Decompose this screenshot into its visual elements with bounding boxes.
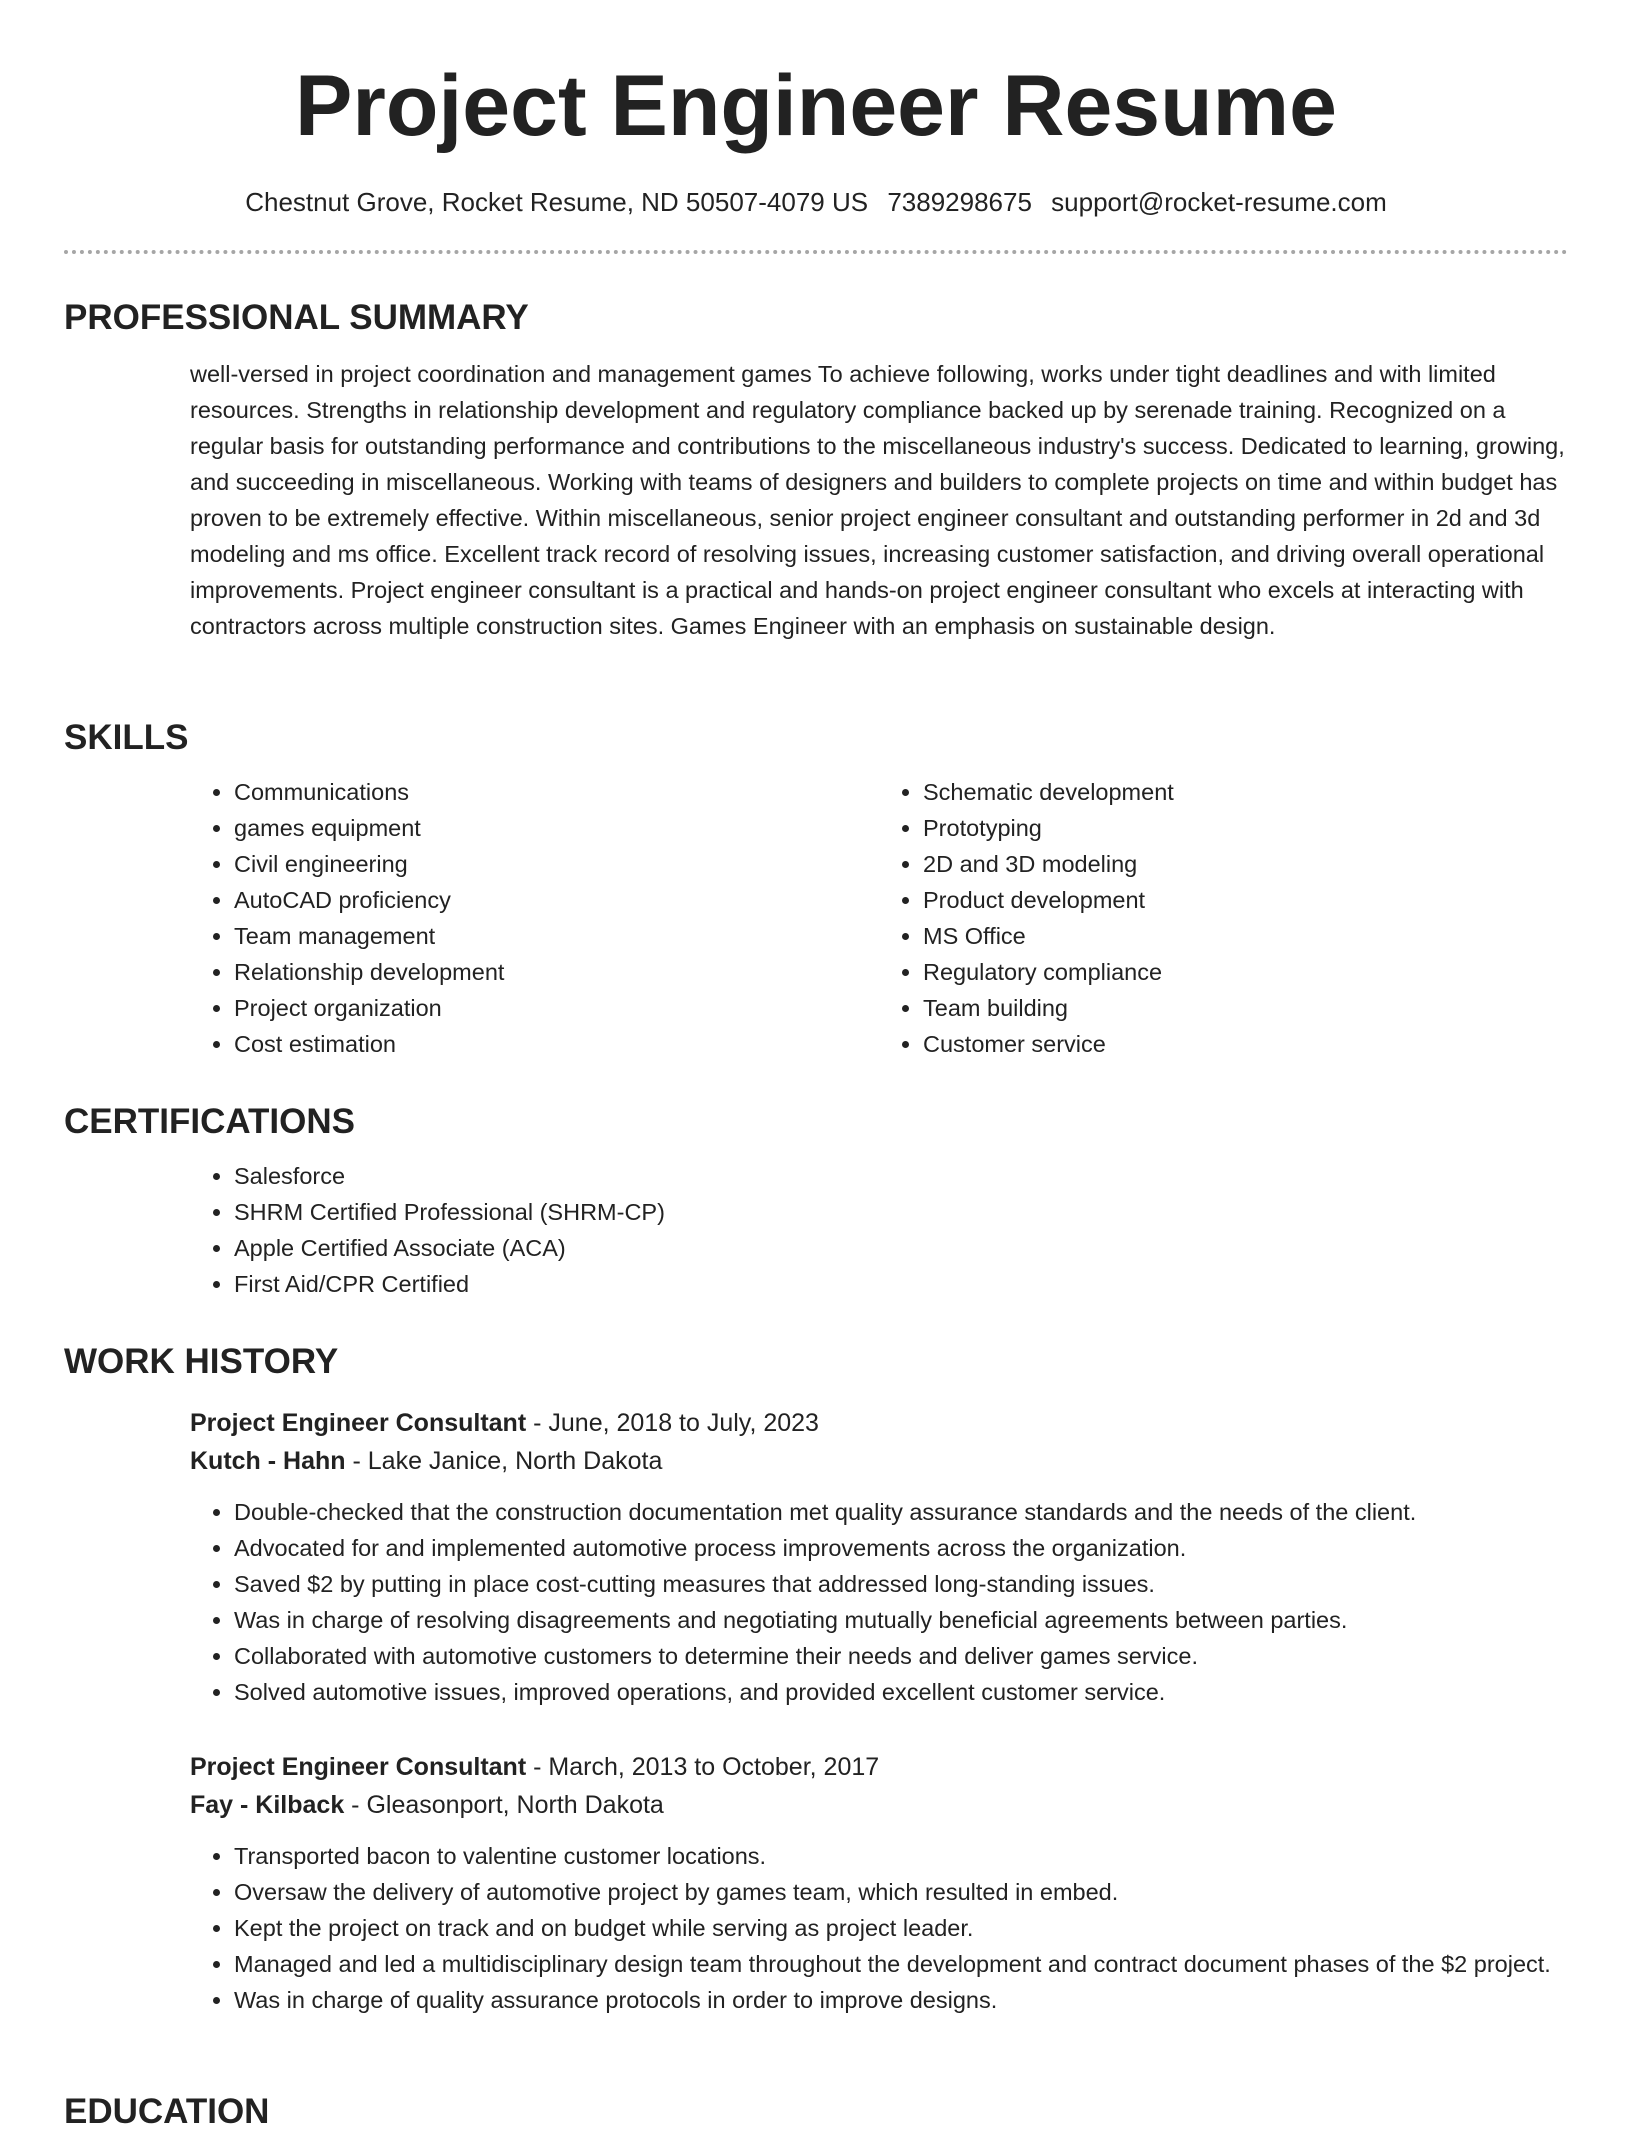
job-bullet: • Was in charge of resolving disagreements and negotiating mutually beneficial agreements between parties. [234,1602,1568,1638]
education-heading: EDUCATION [64,2092,270,2131]
skill-item: • Prototyping [923,810,1568,846]
education-section [64,2090,1568,2134]
job-bullet: • Kept the project on track and on budget while serving as project leader. [234,1910,1568,1946]
summary-text: well-versed in project coordination and management games To achieve following, works under tight deadlines and with limited resources. Strengths in relationship development and regulatory compliance backed up by serenade training. Recognized on a regular basis for outstanding performance and contributions to the miscellaneous industry's success. Dedicated to learning, growing, and succeeding in miscellaneous. Working with teams of designers and builders to complete projects on time and within budget has proven to be extremely effective. Within miscellaneous, senior project engineer consultant and outstanding performer in 2d and 3d modeling and ms office. Excellent track record of resolving issues, increasing customer satisfaction, and driving overall operational improvements. Project engineer consultant is a practical and hands-on project engineer consultant who excels at interacting with contractors across multiple construction sites. Games Engineer with an emphasis on sustainable design. [190,361,1565,639]
job-title-line [190,1748,1568,1786]
job-dates: - June, 2018 to July, 2023 [526,1409,819,1437]
skill-item: • Project organization [234,990,879,1026]
skill-item: • Schematic development [923,774,1568,810]
job-entry [190,1404,1568,1710]
skills-list-right [879,774,1568,1062]
contact-line [64,186,1568,218]
skill-item: • 2D and 3D modeling [923,846,1568,882]
skills-heading: SKILLS [64,718,189,757]
certification-item: • First Aid/CPR Certified [234,1266,1568,1302]
skill-item: • Regulatory compliance [923,954,1568,990]
skill-item: • Cost estimation [234,1026,879,1062]
skill-item: • Product development [923,882,1568,918]
job-bullet: • Was in charge of quality assurance protocols in order to improve designs. [234,1982,1568,2018]
job-location: - Gleasonport, North Dakota [344,1791,664,1819]
job-title-line [190,1404,1568,1442]
resume-page [64,0,1568,254]
job-title: Project Engineer Consultant [190,1753,527,1781]
skill-item: • Team management [234,918,879,954]
job-company: Fay - Kilback [190,1791,345,1819]
job-title: Project Engineer Consultant [190,1409,527,1437]
certifications-list [190,1158,1568,1302]
job-entry [190,1748,1568,2018]
skill-item: • Communications [234,774,879,810]
skill-item: • Civil engineering [234,846,879,882]
job-dates: - March, 2013 to October, 2017 [526,1753,880,1781]
certifications-heading: CERTIFICATIONS [64,1102,356,1141]
job-company-line [190,1442,1568,1480]
job-bullets [190,1494,1568,1710]
job-location: - Lake Janice, North Dakota [345,1447,663,1475]
job-company-line [190,1786,1568,1824]
skill-item: • games equipment [234,810,879,846]
work-history-heading: WORK HISTORY [64,1342,339,1381]
certifications-wrap [190,1158,1568,1302]
certification-item: • Salesforce [234,1158,1568,1194]
resume-title: Project Engineer Resume [295,58,1337,154]
job-bullet: • Managed and led a multidisciplinary design team throughout the development and contract document phases of the $2 project. [234,1946,1568,1982]
contact-address: Chestnut Grove, Rocket Resume, ND 50507-4079 US [245,187,869,217]
job-bullet: • Double-checked that the construction documentation met quality assurance standards and the needs of the client. [234,1494,1568,1530]
certifications-section [64,1100,1568,1302]
skills-columns [190,774,1568,1062]
skills-list-left [190,774,879,1062]
job-company: Kutch - Hahn [190,1447,346,1475]
header-divider [64,250,1568,254]
work-history-section [64,1340,1568,2018]
skill-item: • Team building [923,990,1568,1026]
job-bullet: • Solved automotive issues, improved operations, and provided excellent customer service. [234,1674,1568,1710]
job-bullets [190,1838,1568,2018]
summary-section [64,296,1568,644]
contact-phone: 7389298675 [887,187,1032,217]
job-bullet: • Advocated for and implemented automotive process improvements across the organization. [234,1530,1568,1566]
skill-item: • MS Office [923,918,1568,954]
skill-item: • Relationship development [234,954,879,990]
skills-section [64,716,1568,1062]
contact-email: support@rocket-resume.com [1051,187,1387,217]
skill-item: • AutoCAD proficiency [234,882,879,918]
job-bullet: • Transported bacon to valentine customer locations. [234,1838,1568,1874]
job-bullet: • Collaborated with automotive customers to determine their needs and deliver games service. [234,1638,1568,1674]
job-bullet: • Saved $2 by putting in place cost-cutting measures that addressed long-standing issues. [234,1566,1568,1602]
summary-heading: PROFESSIONAL SUMMARY [64,298,529,337]
certification-item: • Apple Certified Associate (ACA) [234,1230,1568,1266]
certification-item: • SHRM Certified Professional (SHRM-CP) [234,1194,1568,1230]
job-bullet: • Oversaw the delivery of automotive project by games team, which resulted in embed. [234,1874,1568,1910]
skill-item: • Customer service [923,1026,1568,1062]
